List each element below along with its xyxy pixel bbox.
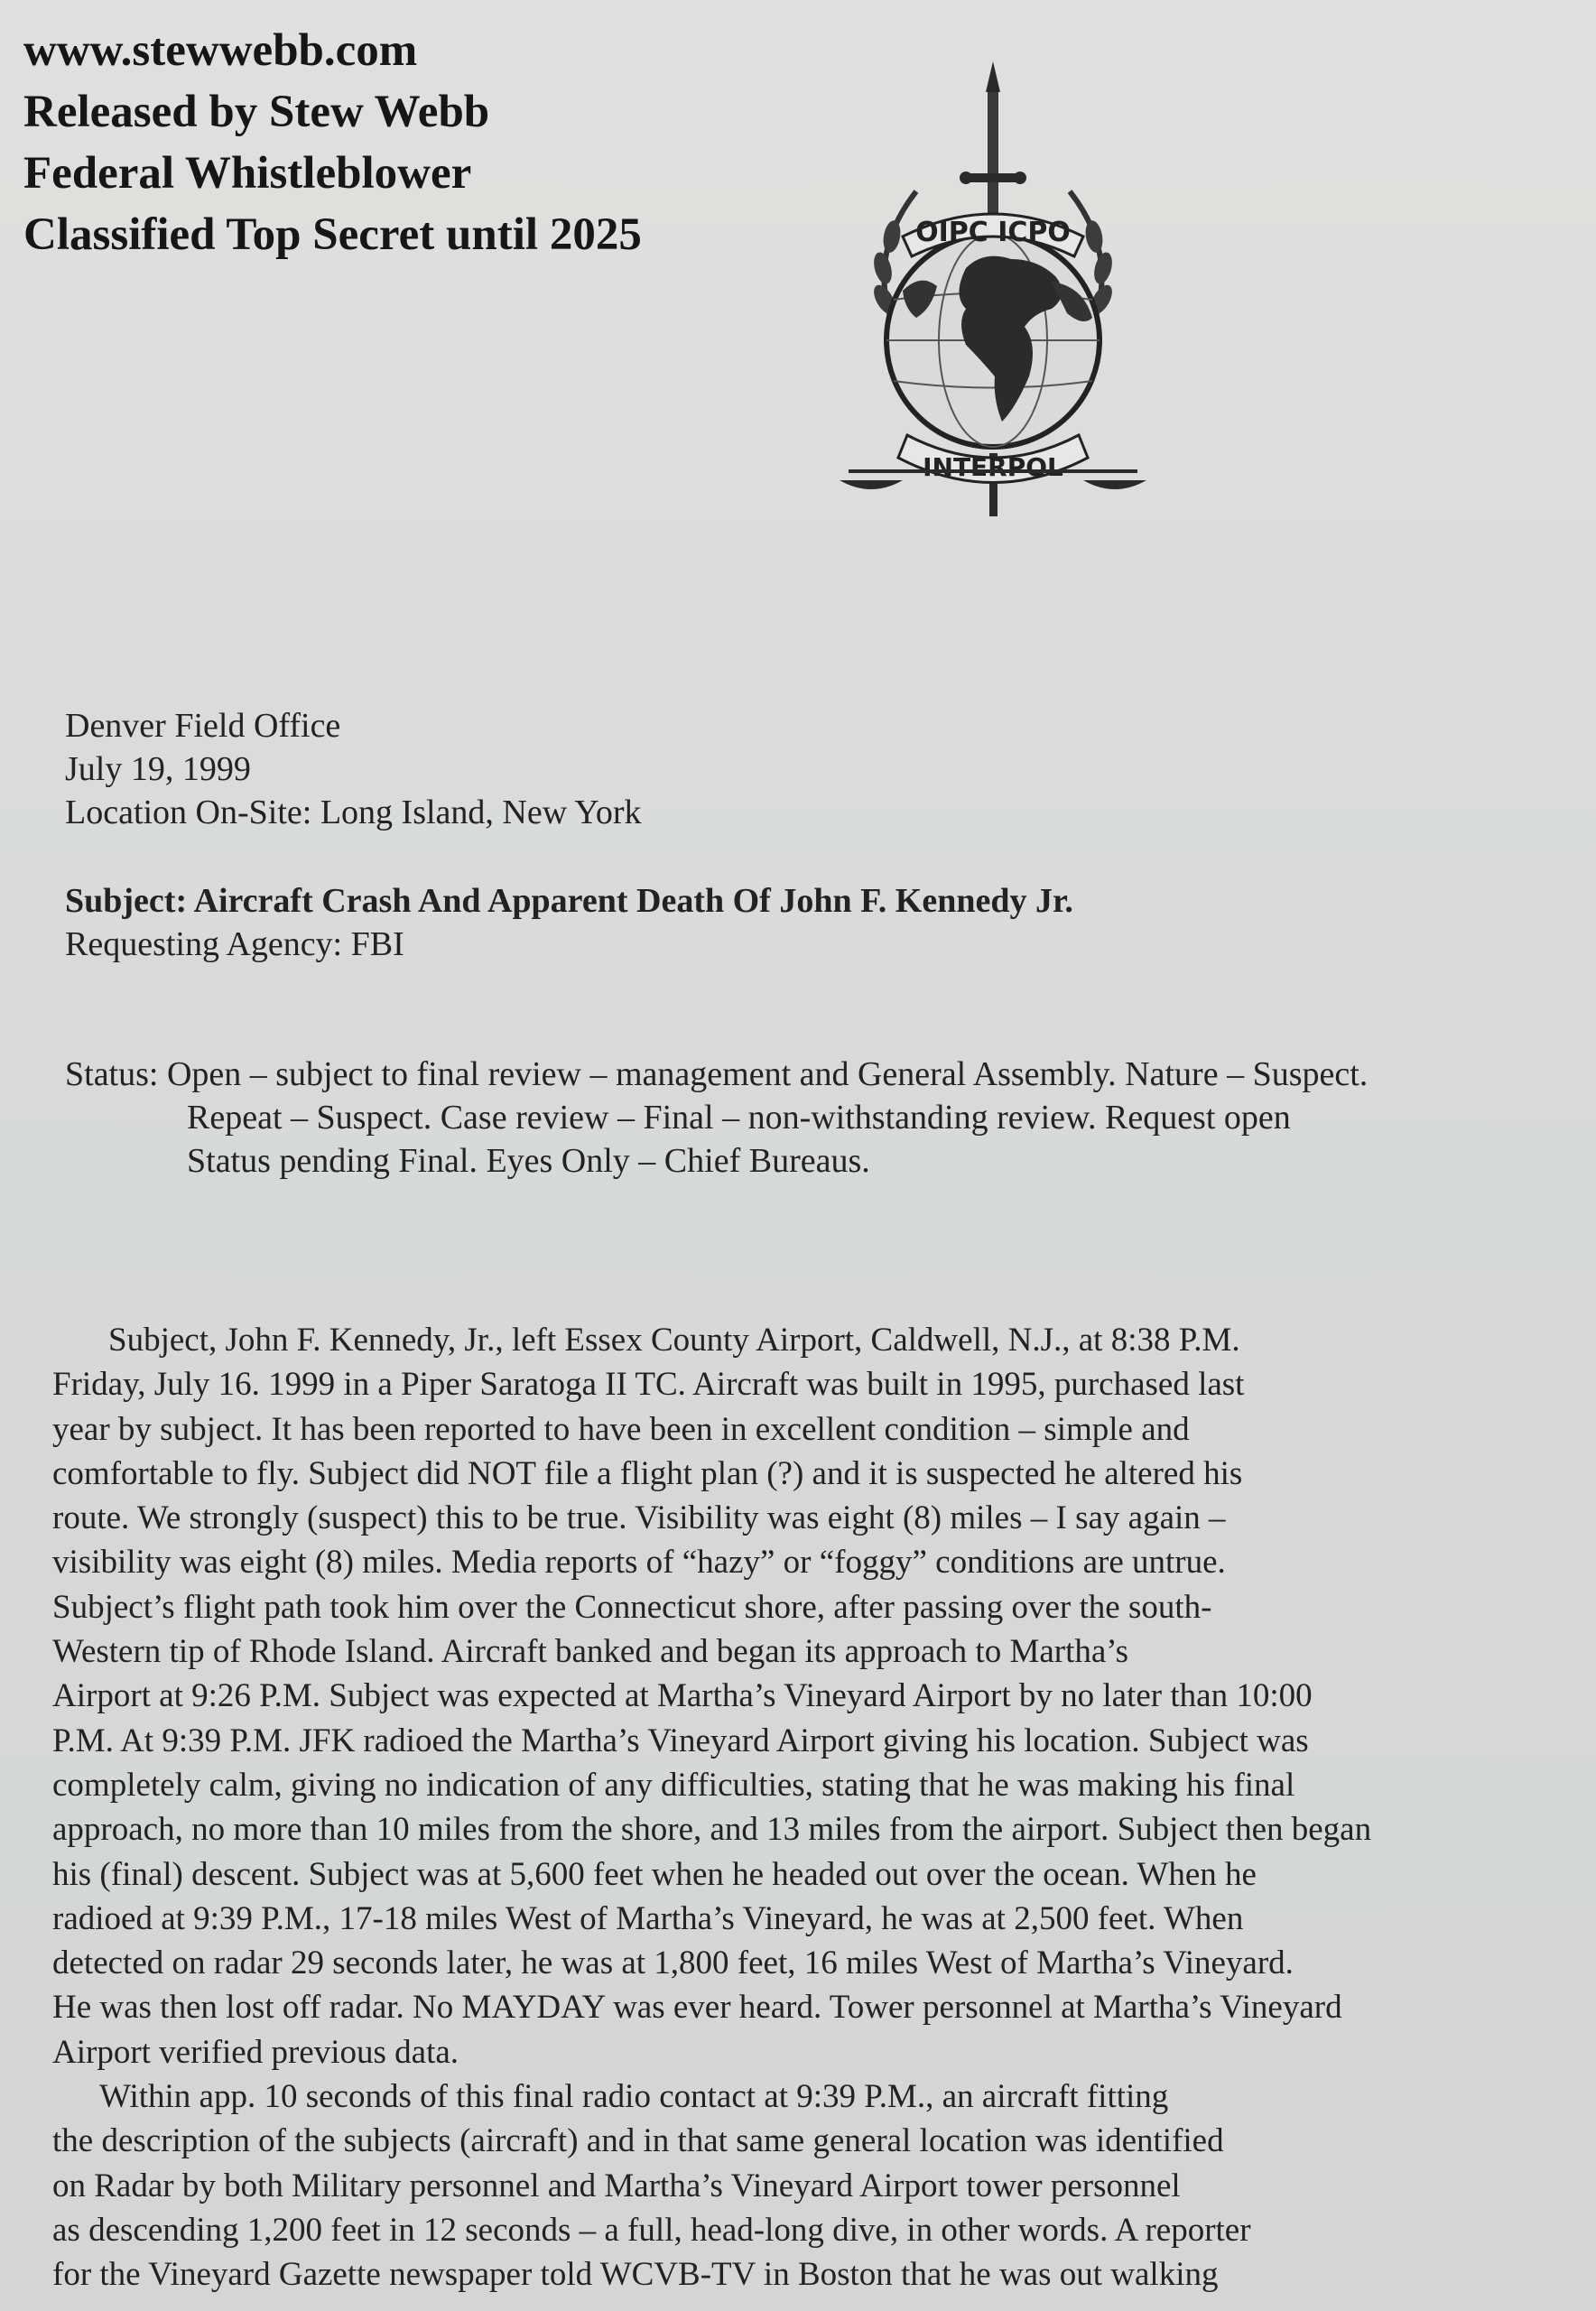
body-line: detected on radar 29 seconds later, he was at 1,800 feet, 16 miles West of Martha’s Vineyard. — [52, 1944, 1294, 1982]
svg-text:INTERPOL: INTERPOL — [923, 452, 1063, 482]
body-line: P.M. At 9:39 P.M. JFK radioed the Martha’s Vineyard Airport giving his location. Subject was — [52, 1722, 1309, 1759]
header-website: www.stewwebb.com — [23, 25, 418, 76]
header-released-by: Released by Stew Webb — [23, 87, 490, 137]
memo-header — [65, 704, 642, 834]
interpol-emblem-icon — [830, 56, 1155, 525]
memo-subject-block — [65, 879, 1073, 966]
memo-subject: Subject: Aircraft Crash And Apparent Death Of John F. Kennedy Jr. — [65, 882, 1073, 920]
body-line: completely calm, giving no indication of any difficulties, stating that he was making his final — [52, 1766, 1295, 1804]
body-line: on Radar by both Military personnel and Martha’s Vineyard Airport tower personnel — [52, 2167, 1181, 2204]
document-header — [23, 20, 642, 265]
body-line: Airport at 9:26 P.M. Subject was expected at Martha’s Vineyard Airport by no later than 10:00 — [52, 1677, 1313, 1715]
field-office: Denver Field Office — [65, 707, 341, 745]
body-line: route. We strongly (suspect) this to be true. Visibility was eight (8) miles – I say again – — [52, 1499, 1226, 1537]
body-line: year by subject. It has been reported to have been in excellent condition – simple and — [52, 1410, 1190, 1448]
body-line: radioed at 9:39 P.M., 17-18 miles West of Martha’s Vineyard, he was at 2,500 feet. When — [52, 1899, 1244, 1937]
header-classification: Classified Top Secret until 2025 — [23, 209, 642, 260]
status-line: Repeat – Suspect. Case review – Final – non-withstanding review. Request open — [187, 1099, 1291, 1137]
body-line: Friday, July 16. 1999 in a Piper Saratoga II TC. Aircraft was built in 1995, purchased last — [52, 1366, 1245, 1404]
body-line: Subject’s flight path took him over the Connecticut shore, after passing over the south- — [52, 1588, 1212, 1626]
body-line: for the Vineyard Gazette newspaper told WCVB-TV in Boston that he was out walking — [52, 2256, 1219, 2294]
status-line: Status: Open – subject to final review – management and General Assembly. Nature – Suspect. — [65, 1055, 1369, 1093]
body-line: He was then lost off radar. No MAYDAY was ever heard. Tower personnel at Martha’s Vineyard — [52, 1989, 1342, 2027]
body-line: Western tip of Rhode Island. Aircraft banked and began its approach to Martha’s — [52, 1633, 1128, 1671]
body-line: the description of the subjects (aircraft) and in that same general location was identified — [52, 2122, 1224, 2160]
body-line: Subject, John F. Kennedy, Jr., left Essex County Airport, Caldwell, N.J., at 8:38 P.M. — [108, 1322, 1240, 1359]
body-line: approach, no more than 10 miles from the shore, and 13 miles from the airport. Subject then began — [52, 1811, 1372, 1849]
report-body — [52, 1318, 1569, 2297]
svg-text:OIPC ICPO: OIPC ICPO — [915, 217, 1071, 248]
memo-location: Location On-Site: Long Island, New York — [65, 794, 642, 831]
body-line: his (final) descent. Subject was at 5,600 feet when he headed out over the ocean. When he — [52, 1855, 1257, 1893]
body-line: Within app. 10 seconds of this final radio contact at 9:39 P.M., an aircraft fitting — [99, 2078, 1169, 2116]
body-line: comfortable to fly. Subject did NOT file a flight plan (?) and it is suspected he altered his — [52, 1454, 1243, 1492]
body-line: visibility was eight (8) miles. Media reports of “hazy” or “foggy” conditions are untrue. — [52, 1544, 1226, 1582]
body-line: as descending 1,200 feet in 12 seconds – a full, head-long dive, in other words. A reporter — [52, 2211, 1251, 2249]
header-whistleblower: Federal Whistleblower — [23, 148, 472, 199]
requesting-agency: Requesting Agency: FBI — [65, 925, 404, 963]
memo-date: July 19, 1999 — [65, 750, 251, 788]
body-line: Airport verified previous data. — [52, 2033, 459, 2071]
status-block — [65, 1053, 1368, 1183]
status-line: Status pending Final. Eyes Only – Chief Bureaus. — [187, 1142, 870, 1180]
